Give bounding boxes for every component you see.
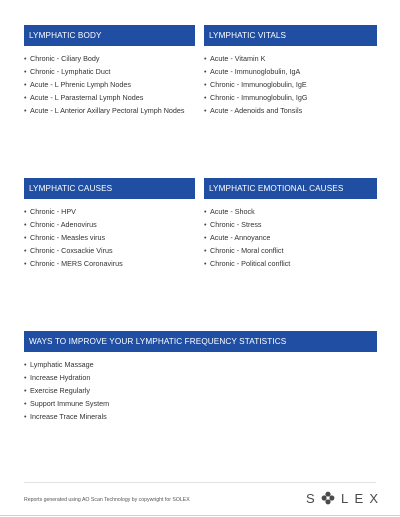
list-item: • Chronic - Political conflict	[204, 259, 377, 268]
logo-letter: X	[369, 490, 378, 506]
list-item: • Chronic - MERS Coronavirus	[24, 259, 195, 268]
list-item: • Chronic - Measles virus	[24, 233, 195, 242]
list-item: • Chronic - Lymphatic Duct	[24, 67, 195, 76]
section-lymphatic-vitals	[204, 25, 377, 119]
page-bottom-border	[0, 515, 400, 516]
section-header: LYMPHATIC VITALS	[204, 25, 377, 46]
footer-credit: Reports generated using AO Scan Technology by copywright for SOLEX	[24, 497, 190, 503]
list-item: • Chronic - Moral conflict	[204, 246, 377, 255]
section-lymphatic-causes	[24, 178, 195, 272]
list-item: • Acute - Immunoglobulin, IgA	[204, 67, 377, 76]
item-list	[24, 207, 195, 268]
item-list	[24, 360, 377, 421]
section-header: WAYS TO IMPROVE YOUR LYMPHATIC FREQUENCY STATISTICS	[24, 331, 377, 352]
logo-letter: E	[354, 490, 364, 506]
list-item: • Exercise Regularly	[24, 386, 377, 395]
list-item: • Chronic - Coxsackie Virus	[24, 246, 195, 255]
list-item: • Acute - Adenoids and Tonsils	[204, 106, 377, 115]
logo-letter: L	[341, 490, 349, 506]
logo-letter: S	[306, 490, 315, 506]
list-item: • Chronic - Immunoglobulin, IgE	[204, 80, 377, 89]
section-lymphatic-body	[24, 25, 195, 119]
item-list	[24, 54, 195, 115]
list-item: • Chronic - Ciliary Body	[24, 54, 195, 63]
item-list	[204, 54, 377, 115]
list-item: • Acute - Vitamin K	[204, 54, 377, 63]
section-ways-to-improve	[24, 331, 377, 425]
list-item: • Chronic - HPV	[24, 207, 195, 216]
section-header: LYMPHATIC EMOTIONAL CAUSES	[204, 178, 377, 199]
solex-logo	[306, 490, 378, 506]
section-lymphatic-emotional-causes	[204, 178, 377, 272]
section-header: LYMPHATIC BODY	[24, 25, 195, 46]
list-item: • Increase Trace Minerals	[24, 412, 377, 421]
list-item: • Lymphatic Massage	[24, 360, 377, 369]
list-item: • Chronic - Adenovirus	[24, 220, 195, 229]
item-list	[204, 207, 377, 268]
list-item: • Chronic - Immunoglobulin, IgG	[204, 93, 377, 102]
list-item: • Acute - L Phrenic Lymph Nodes	[24, 80, 195, 89]
list-item: • Acute - Shock	[204, 207, 377, 216]
flower-icon	[321, 491, 335, 505]
section-header: LYMPHATIC CAUSES	[24, 178, 195, 199]
list-item: • Acute - L Parasternal Lymph Nodes	[24, 93, 195, 102]
list-item: • Acute - Annoyance	[204, 233, 377, 242]
list-item: • Chronic - Stress	[204, 220, 377, 229]
list-item: • Support Immune System	[24, 399, 377, 408]
list-item: • Acute - L Anterior Axillary Pectoral Lymph Nodes	[24, 106, 195, 115]
list-item: • Increase Hydration	[24, 373, 377, 382]
footer-divider	[24, 482, 376, 483]
